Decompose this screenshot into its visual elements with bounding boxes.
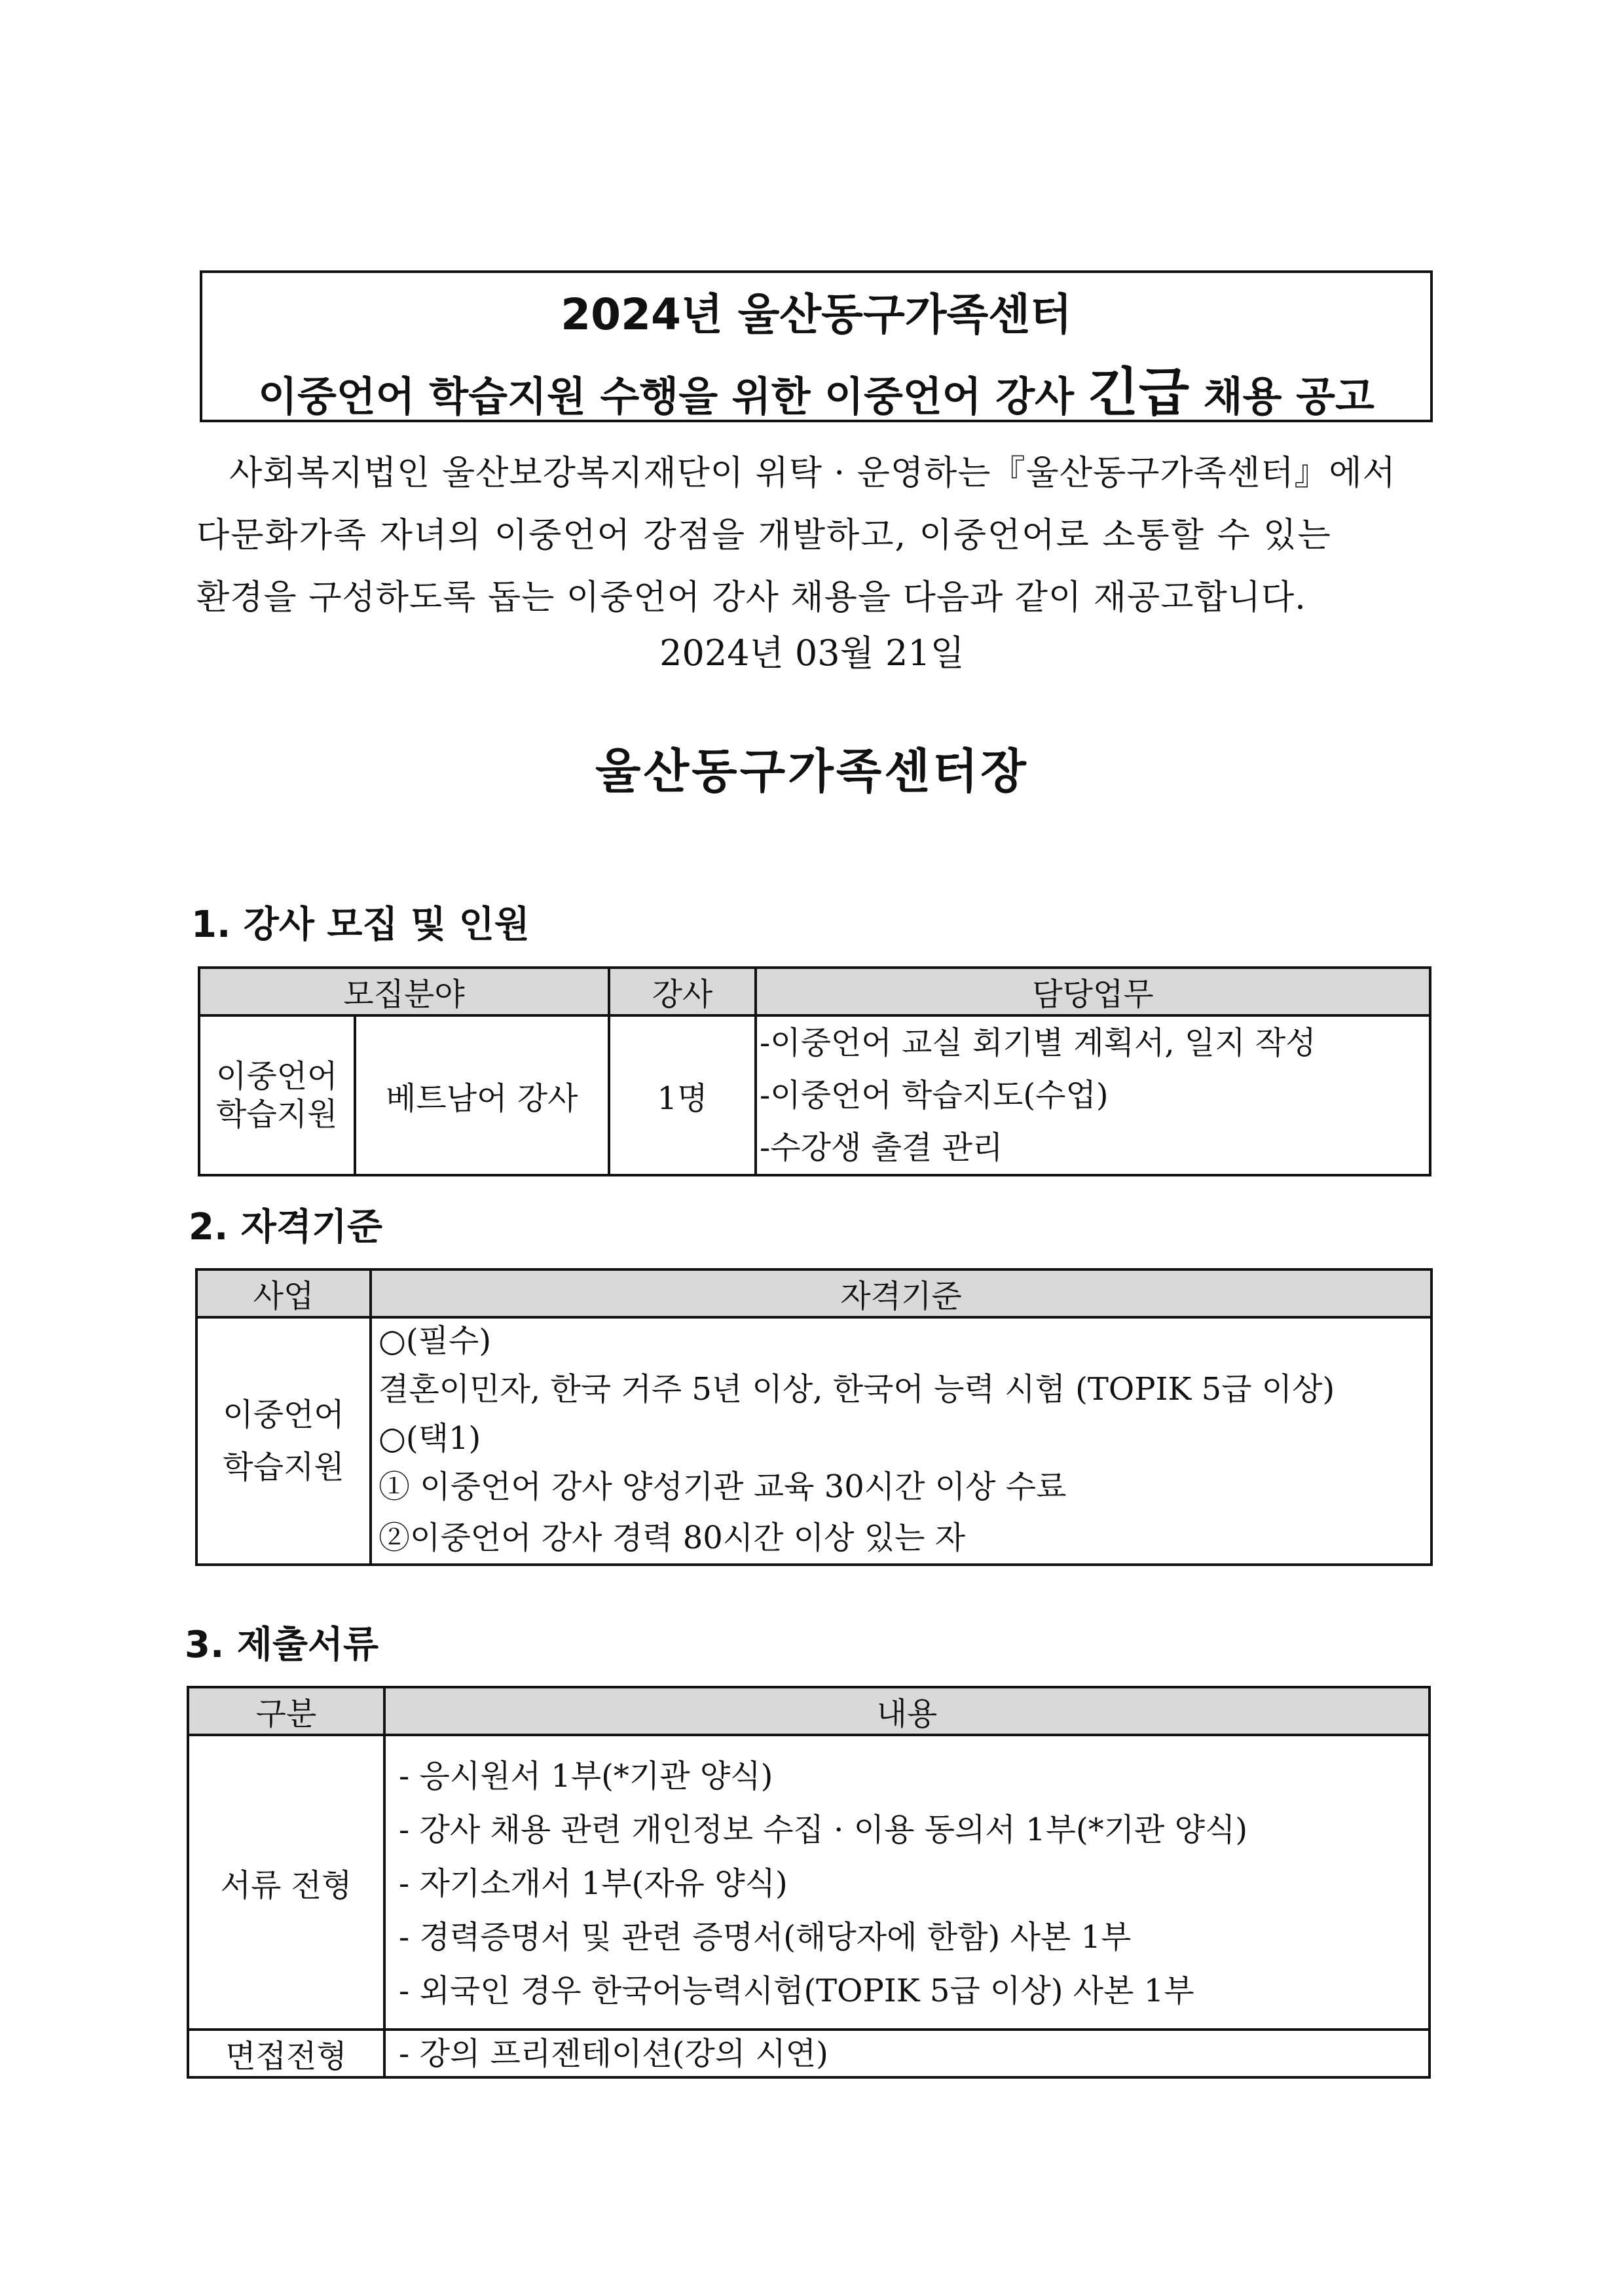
documents-table xyxy=(187,1686,1431,2079)
table-header-row xyxy=(196,1269,1431,1317)
qualification-line: 결혼이민자, 한국 거주 5년 이상, 한국어 능력 시험 (TOPIK 5급 이상) xyxy=(378,1371,1335,1408)
document-item: - 응시원서 1부(*기관 양식) xyxy=(399,1758,773,1795)
document-item: - 외국인 경우 한국어능력시험(TOPIK 5급 이상) 사본 1부 xyxy=(399,1973,1194,2009)
program-cell xyxy=(196,1317,371,1565)
section-1-heading: 1. 강사 모집 및 인원 xyxy=(191,903,530,946)
duty-item: -수강생 출결 관리 xyxy=(760,1129,1003,1166)
category-cell: 면접전형 xyxy=(188,2030,384,2077)
position-cell: 베트남어 강사 xyxy=(355,1015,609,1175)
header-duties: 담당업무 xyxy=(756,968,1430,1015)
document-item: - 강사 채용 관련 개인정보 수집 · 이용 동의서 1부(*기관 양식) xyxy=(399,1812,1248,1848)
program-line-2: 학습지원 xyxy=(223,1449,344,1485)
recruitment-table xyxy=(198,966,1431,1176)
qualification-line: ○(택1) xyxy=(378,1420,481,1457)
count-cell: 1명 xyxy=(609,1015,756,1175)
intro-line-1: 사회복지법인 울산보강복지재단이 위탁 · 운영하는『울산동구가족센터』에서 xyxy=(229,454,1396,493)
title-emphasis: 긴급 xyxy=(1088,362,1190,423)
table-header-row xyxy=(188,1687,1430,1735)
program-line-1: 이중언어 xyxy=(223,1396,344,1433)
table-row xyxy=(188,1735,1430,2030)
field-cell xyxy=(199,1015,355,1175)
intro-line-2: 다문화가족 자녀의 이중언어 강점을 개발하고, 이중언어로 소통할 수 있는 xyxy=(196,516,1332,555)
table-row xyxy=(196,1317,1431,1565)
table-row xyxy=(188,2030,1430,2077)
qualification-line: ○(필수) xyxy=(378,1322,492,1359)
qualification-cell xyxy=(371,1317,1431,1565)
header-category: 구분 xyxy=(188,1687,384,1735)
category-cell: 서류 전형 xyxy=(188,1735,384,2030)
header-program: 사업 xyxy=(196,1269,371,1317)
section-3-heading: 3. 제출서류 xyxy=(185,1624,379,1666)
title-line-2-text: 이중언어 학습지원 수행을 위한 이중언어 강사 xyxy=(258,373,1088,420)
header-qualification: 자격기준 xyxy=(371,1269,1431,1317)
qualification-line: ① 이중언어 강사 양성기관 교육 30시간 이상 수료 xyxy=(378,1468,1067,1505)
section-2-heading: 2. 자격기준 xyxy=(189,1206,383,1248)
field-line-2: 학습지원 xyxy=(216,1096,338,1133)
title-line-2-tail: 채용 공고 xyxy=(1189,373,1375,420)
intro-line-3: 환경을 구성하도록 돕는 이중언어 강사 채용을 다음과 같이 재공고합니다. xyxy=(196,578,1306,617)
qualification-line: ②이중언어 강사 경력 80시간 이상 있는 자 xyxy=(378,1520,966,1556)
announcement-date: 2024년 03월 21일 xyxy=(659,632,965,674)
title-line-2 xyxy=(202,350,1430,426)
qualification-table xyxy=(195,1268,1433,1566)
duties-cell xyxy=(756,1015,1430,1175)
items-cell xyxy=(384,1735,1430,2030)
field-line-1: 이중언어 xyxy=(216,1058,338,1095)
duty-item: -이중언어 학습지도(수업) xyxy=(760,1077,1109,1114)
table-row xyxy=(199,1015,1430,1175)
header-field: 모집분야 xyxy=(199,968,609,1015)
title-box xyxy=(200,270,1433,422)
items-cell xyxy=(384,2030,1430,2077)
document-item: - 자기소개서 1부(자유 양식) xyxy=(399,1865,788,1902)
signer: 울산동구가족센터장 xyxy=(595,744,1029,799)
table-header-row xyxy=(199,968,1430,1015)
duty-item: -이중언어 교실 회기별 계획서, 일지 작성 xyxy=(760,1025,1316,1061)
document-item: - 강의 프리젠테이션(강의 시연) xyxy=(399,2035,828,2072)
title-line-1: 2024년 울산동구가족센터 xyxy=(561,289,1072,340)
document-item: - 경력증명서 및 관련 증명서(해당자에 한함) 사본 1부 xyxy=(399,1919,1132,1956)
header-content: 내용 xyxy=(384,1687,1430,1735)
header-count: 강사 xyxy=(609,968,756,1015)
